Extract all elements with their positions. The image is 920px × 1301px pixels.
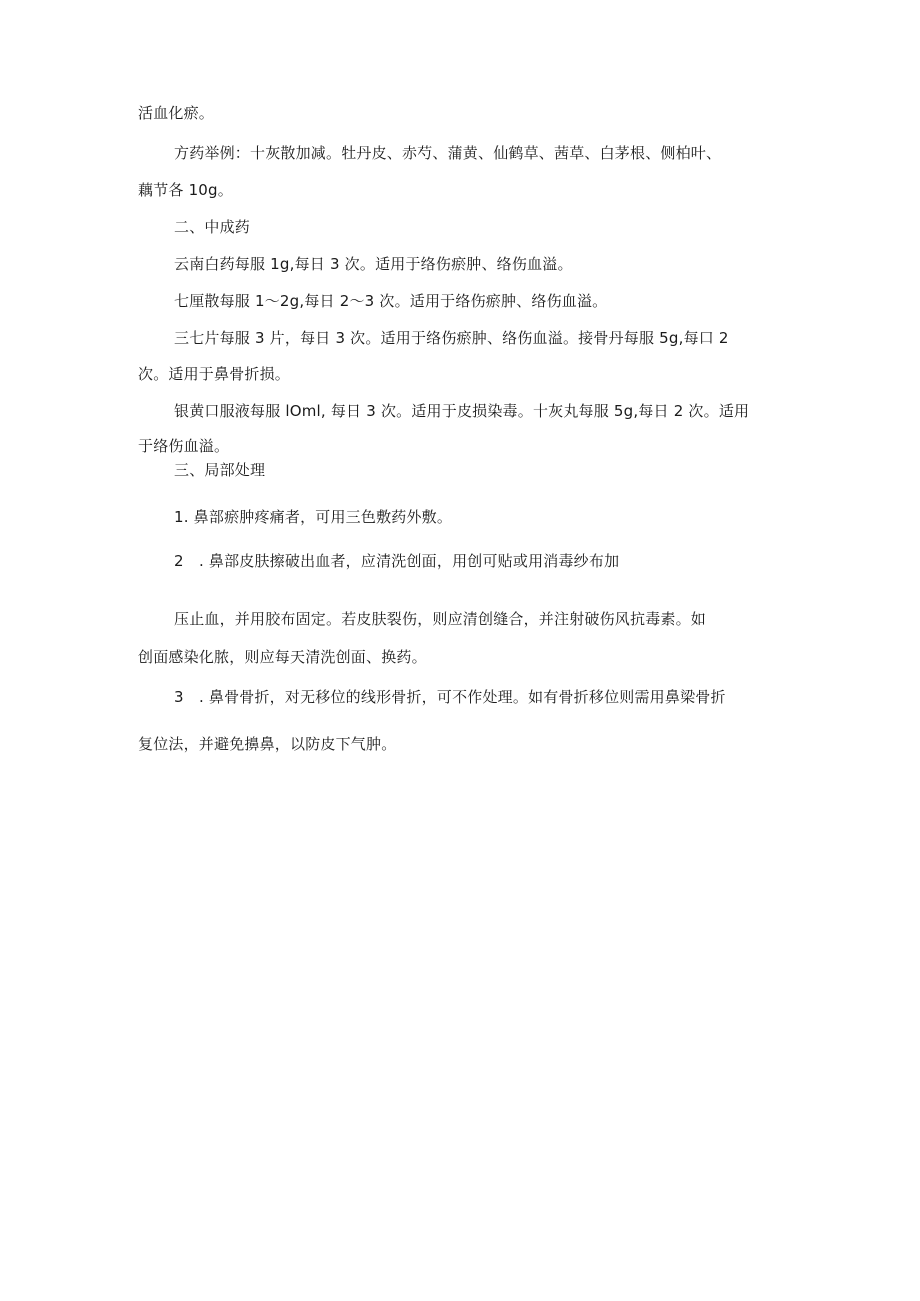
section-heading: 三、局部处理 bbox=[174, 461, 266, 479]
text-line: 复位法，并避免擤鼻，以防皮下气肿。 bbox=[138, 735, 397, 753]
text-line: 1. 鼻部瘀肿疼痛者，可用三色敷药外敷。 bbox=[174, 508, 453, 526]
text-line: 3 . 鼻骨骨折，对无移位的线形骨折，可不作处理。如有骨折移位则需用鼻梁骨折 bbox=[174, 688, 726, 706]
text-line: 活血化瘀。 bbox=[138, 104, 215, 122]
text-line: 七厘散每服 1～2g,每日 2～3 次。适用于络伤瘀肿、络伤血溢。 bbox=[174, 292, 608, 310]
text-line: 银黄口服液每服 lOml, 每日 3 次。适用于皮损染毒。十灰丸每服 5g,每日 2 次。适用 bbox=[174, 402, 750, 420]
text-line: 次。适用于鼻骨折损。 bbox=[138, 365, 291, 383]
text-line: 云南白药每服 1g,每日 3 次。适用于络伤瘀肿、络伤血溢。 bbox=[174, 255, 573, 273]
text-line: 三七片每服 3 片，每日 3 次。适用于络伤瘀肿、络伤血溢。接骨丹每服 5g,每口 2 bbox=[174, 329, 729, 347]
text-line: 于络伤血溢。 bbox=[138, 437, 230, 455]
text-line: 藕节各 10g。 bbox=[138, 181, 233, 199]
text-line: 方药举例：十灰散加减。牡丹皮、赤芍、蒲黄、仙鹤草、茜草、白茅根、侧柏叶、 bbox=[174, 144, 722, 162]
text-line: 2 . 鼻部皮肤擦破出血者，应清洗创面，用创可贴或用消毒纱布加 bbox=[174, 552, 620, 570]
text-line: 创面感染化脓，则应每天清洗创面、换药。 bbox=[138, 648, 427, 666]
section-heading: 二、中成药 bbox=[174, 218, 251, 236]
text-line: 压止血，并用胶布固定。若皮肤裂伤，则应清创缝合，并注射破伤风抗毒素。如 bbox=[174, 610, 707, 628]
